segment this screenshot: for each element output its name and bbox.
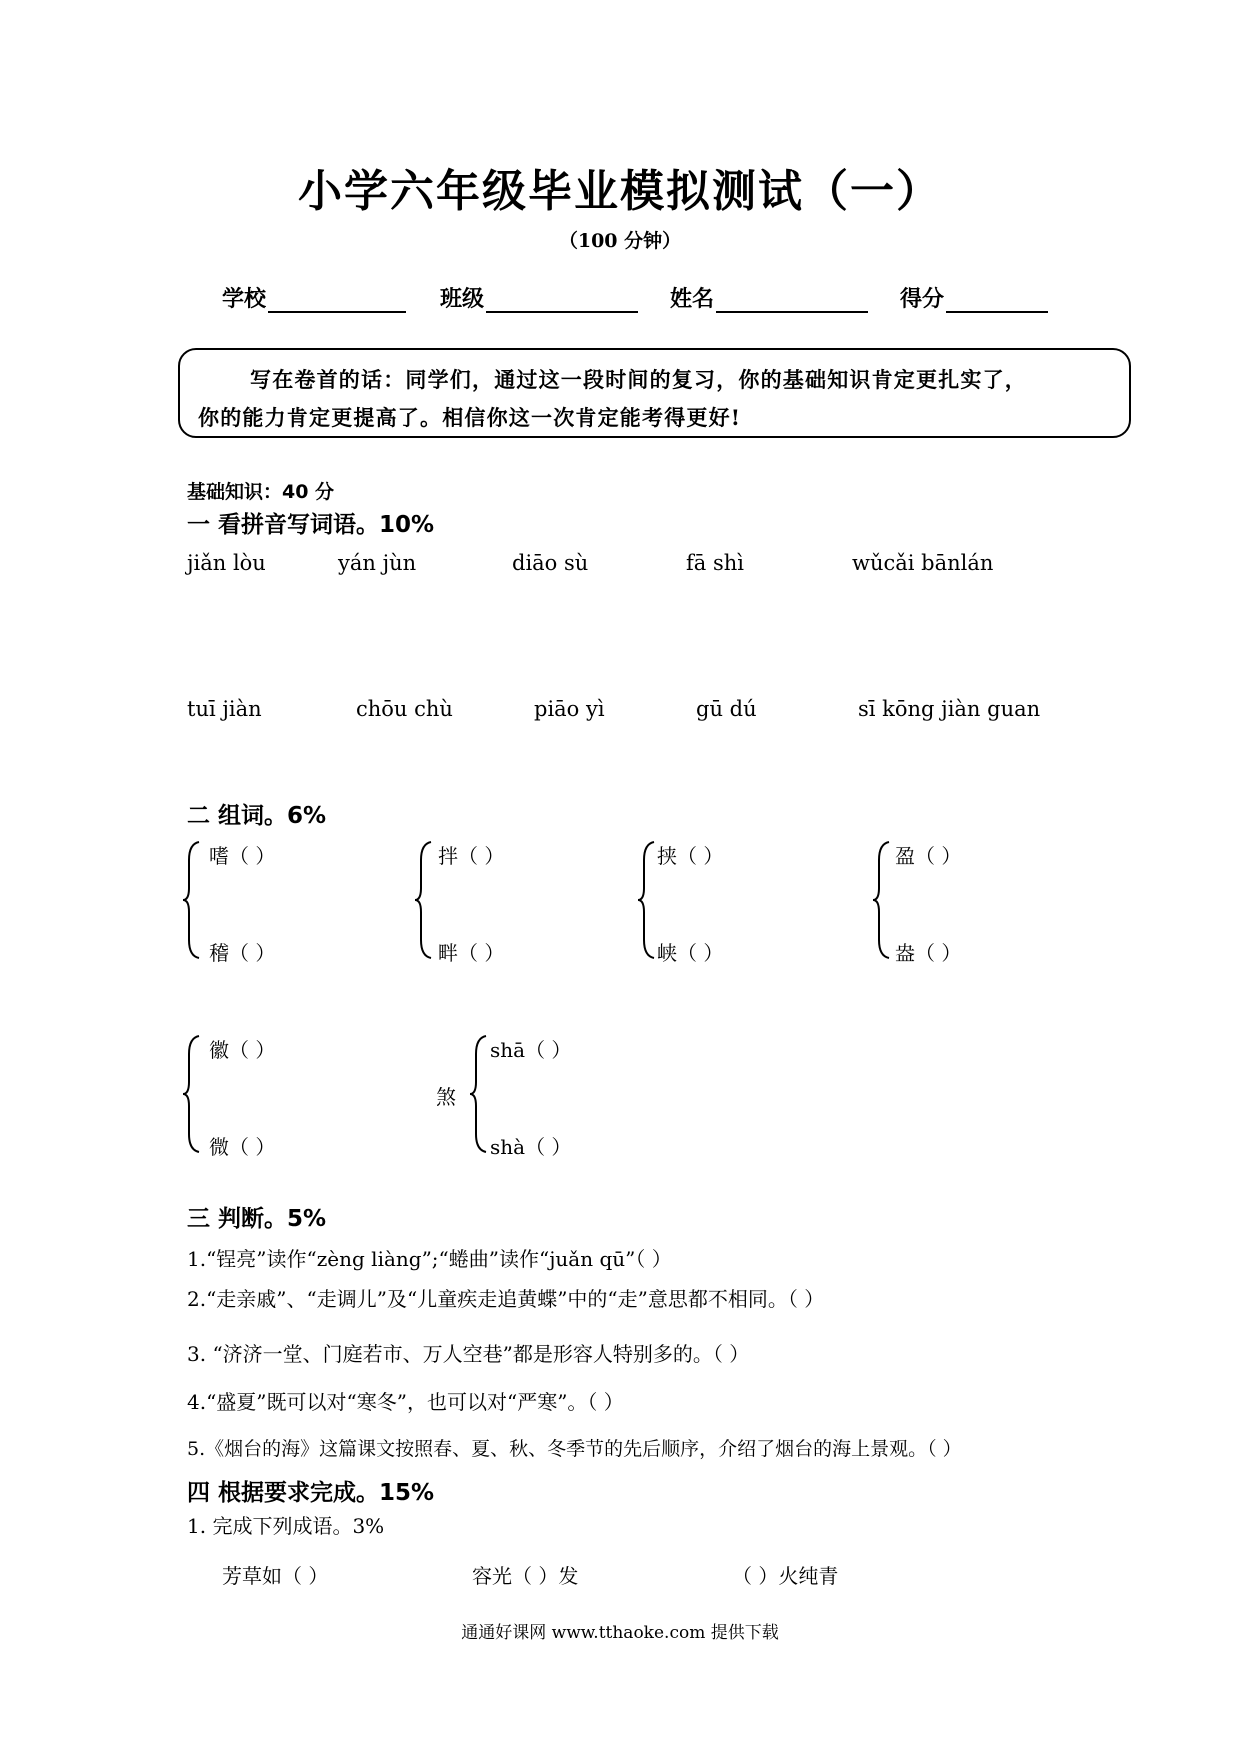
pinyin-1-5: wǔcǎi bānlán [852, 551, 994, 575]
judge-item-4: 4.“盛夏”既可以对“寒冬”，也可以对“严寒”。（ ） [187, 1390, 624, 1414]
name-blank[interactable] [716, 287, 868, 313]
pinyin-2-4: gū dú [696, 697, 757, 721]
brace-icon [181, 1034, 203, 1154]
name-field[interactable] [670, 282, 868, 313]
word-group-4-bottom[interactable]: 盎（ ） [895, 941, 962, 965]
idiom-3[interactable]: （ ）火纯青 [732, 1564, 839, 1588]
intro-note-line-1: 写在卷首的话：同学们，通过这一段时间的复习，你的基础知识肯定更扎实了， [250, 367, 1027, 392]
school-label: 学校 [222, 287, 267, 312]
brace-icon [413, 840, 435, 960]
pinyin-2-2: chōu chù [356, 697, 453, 721]
brace-icon [871, 840, 893, 960]
class-label: 班级 [440, 287, 485, 312]
section-4-sub-1: 1. 完成下列成语。3% [187, 1514, 385, 1538]
idiom-1[interactable]: 芳草如（ ） [222, 1564, 329, 1588]
polyphonic-top[interactable]: shā（ ） [490, 1038, 572, 1062]
word-group-1-top[interactable]: 嗜（ ） [209, 844, 276, 868]
word-group-2-bottom[interactable]: 畔（ ） [438, 941, 505, 965]
idiom-2[interactable]: 容光（ ）发 [472, 1564, 579, 1588]
polyphonic-char: 煞 [436, 1085, 456, 1109]
school-field[interactable] [222, 282, 406, 313]
pinyin-1-4: fā shì [686, 551, 744, 575]
score-field[interactable] [900, 282, 1048, 313]
word-group-2-top[interactable]: 拌（ ） [438, 844, 505, 868]
basics-score-label: 基础知识：40 分 [187, 481, 335, 503]
word-group-4-top[interactable]: 盈（ ） [895, 844, 962, 868]
word-group-3-top[interactable]: 挟（ ） [657, 844, 724, 868]
page-subtitle: （100 分钟） [558, 230, 682, 252]
pinyin-2-5: sī kōng jiàn guan [858, 697, 1041, 721]
brace-icon [636, 840, 658, 960]
intro-note-line-2: 你的能力肯定更提高了。相信你这一次肯定能考得更好! [198, 405, 742, 430]
judge-item-3: 3. “济济一堂、门庭若市、万人空巷”都是形容人特别多的。（ ） [187, 1342, 750, 1366]
word-group-5-bottom[interactable]: 微（ ） [209, 1135, 276, 1159]
judge-item-5: 5.《烟台的海》这篇课文按照春、夏、秋、冬季节的先后顺序，介绍了烟台的海上景观。（ ） [187, 1438, 962, 1460]
brace-icon [468, 1034, 490, 1154]
score-blank[interactable] [946, 287, 1048, 313]
class-field[interactable] [440, 282, 638, 313]
pinyin-1-1: jiǎn lòu [187, 551, 266, 575]
page-footer: 通通好课网 www.tthaoke.com 提供下载 [461, 1623, 779, 1643]
name-label: 姓名 [670, 287, 715, 312]
pinyin-2-3: piāo yì [534, 697, 605, 721]
pinyin-2-1: tuī jiàn [187, 697, 262, 721]
score-label: 得分 [900, 287, 945, 312]
word-group-5-top[interactable]: 徽（ ） [209, 1038, 276, 1062]
page-title: 小学六年级毕业模拟测试（一） [298, 166, 942, 217]
judge-item-1: 1.“锃亮”读作“zèng liàng”;“蜷曲”读作“juǎn qū”（ ） [187, 1247, 672, 1271]
school-blank[interactable] [268, 287, 406, 313]
section-4-title: 四 根据要求完成。15% [187, 1480, 435, 1506]
section-2-title: 二 组词。6% [187, 803, 327, 829]
pinyin-1-3: diāo sù [512, 551, 589, 575]
section-1-title: 一 看拼音写词语。10% [187, 512, 435, 538]
class-blank[interactable] [486, 287, 638, 313]
word-group-3-bottom[interactable]: 峡（ ） [657, 941, 724, 965]
judge-item-2: 2.“走亲戚”、“走调儿”及“儿童疾走追黄蝶”中的“走”意思都不相同。（ ） [187, 1287, 825, 1311]
word-group-1-bottom[interactable]: 稽（ ） [209, 941, 276, 965]
section-3-title: 三 判断。5% [187, 1206, 327, 1232]
pinyin-1-2: yán jùn [338, 551, 417, 575]
polyphonic-bottom[interactable]: shà（ ） [490, 1135, 572, 1159]
brace-icon [181, 840, 203, 960]
